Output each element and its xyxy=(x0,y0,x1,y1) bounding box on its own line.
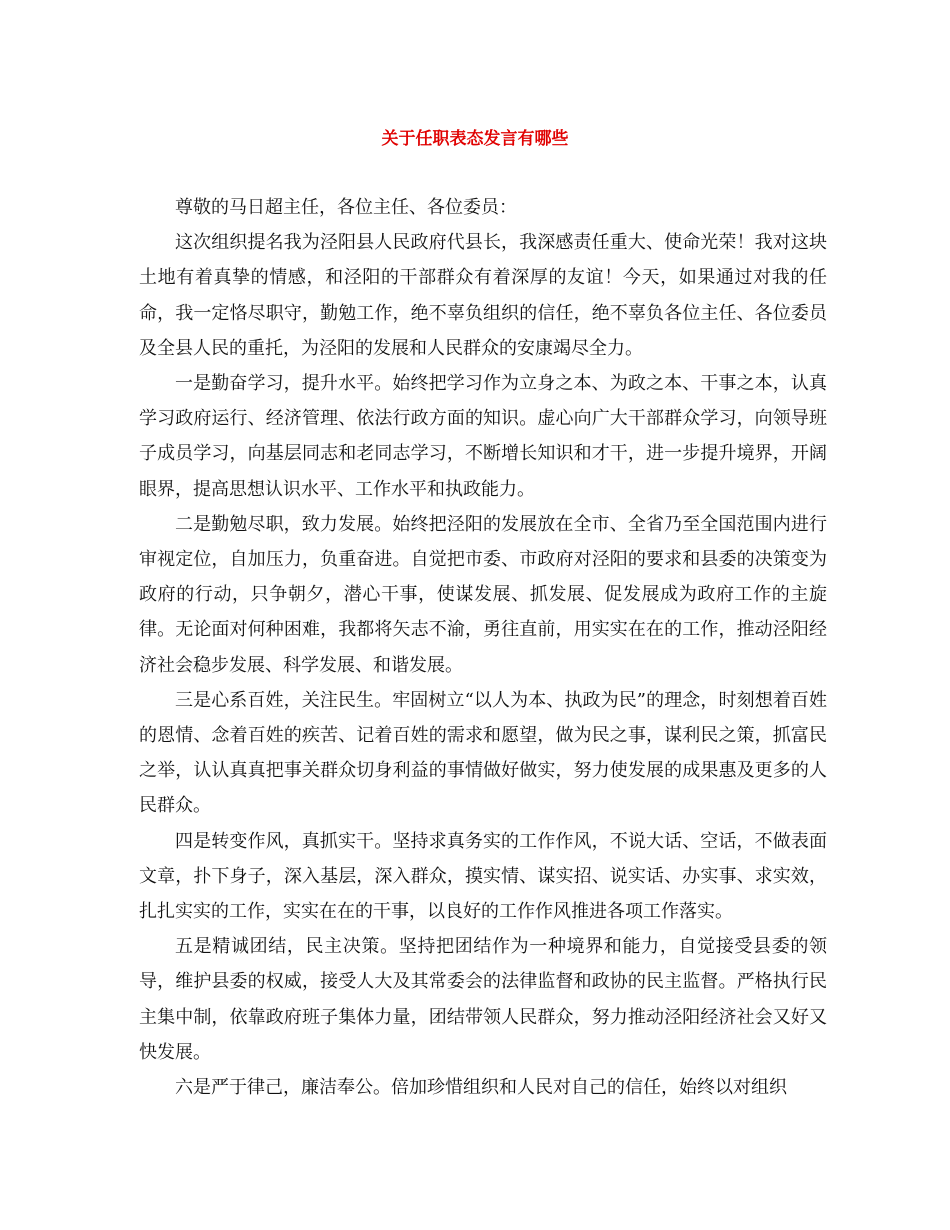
greeting-line: 尊敬的马日超主任，各位主任、各位委员： xyxy=(175,197,517,218)
paragraph-intro: 这次组织提名我为泾阳县人民政府代县长，我深感责任重大、使命光荣！我对这块土地有着真挚的情感，和泾阳的干部群众有着深厚的友谊！今天，如果通过对我的任命，我一定恪尽职守，勤勉工作，绝不辜负组织的信任，绝不辜负各位主任、各位委员及全县人民的重托，为泾阳的发展和人民群众的安康竭尽全力。 xyxy=(139,232,827,359)
paragraph-point-6: 六是严于律己，廉洁奉公。倍加珍惜组织和人民对自己的信任，始终以对组织 xyxy=(175,1077,787,1099)
document-title: 关于任职表态发言有哪些 xyxy=(381,129,569,149)
paragraph-point-3: 三是心系百姓，关注民生。牢固树立“以人为本、执政为民”的理念，时刻想着百姓的恩情、念着百姓的疾苦、记着百姓的需求和愿望，做为民之事，谋利民之策，抓富民之举，认认真真把事关群众切身利益的事情做好做实，努力使发展的成果惠及更多的人民群众。 xyxy=(139,689,827,817)
paragraph-point-5: 五是精诚团结，民主决策。坚持把团结作为一种境界和能力，自觉接受县委的领导，维护县委的权威，接受人大及其常委会的法律监督和政协的民主监督。严格执行民主集中制，依靠政府班子集体力量，团结带领人民群众，努力推动泾阳经济社会又好又快发展。 xyxy=(139,936,827,1063)
paragraph-point-2: 二是勤勉尽职，致力发展。始终把泾阳的发展放在全市、全省乃至全国范围内进行审视定位，自加压力，负重奋进。自觉把市委、市政府对泾阳的要求和县委的决策变为政府的行动，只争朝夕，潜心干事，使谋发展、抓发展、促发展成为政府工作的主旋律。无论面对何种困难，我都将矢志不渝，勇往直前，用实实在在的工作，推动泾阳经济社会稳步发展、科学发展、和谐发展。 xyxy=(139,513,827,676)
paragraph-point-1: 一是勤奋学习，提升水平。始终把学习作为立身之本、为政之本、干事之本，认真学习政府运行、经济管理、依法行政方面的知识。虚心向广大干部群众学习，向领导班子成员学习，向基层同志和老同志学习，不断增长知识和才干，进一步提升境界，开阔眼界，提高思想认识水平、工作水平和执政能力。 xyxy=(139,373,827,500)
document-body xyxy=(139,190,827,1105)
paragraph-point-4: 四是转变作风，真抓实干。坚持求真务实的工作作风，不说大话、空话，不做表面文章，扑下身子，深入基层，深入群众，摸实情、谋实招、说实话、办实事、求实效，扎扎实实的工作，实实在在的干事，以良好的工作作风推进各项工作落实。 xyxy=(139,830,827,923)
